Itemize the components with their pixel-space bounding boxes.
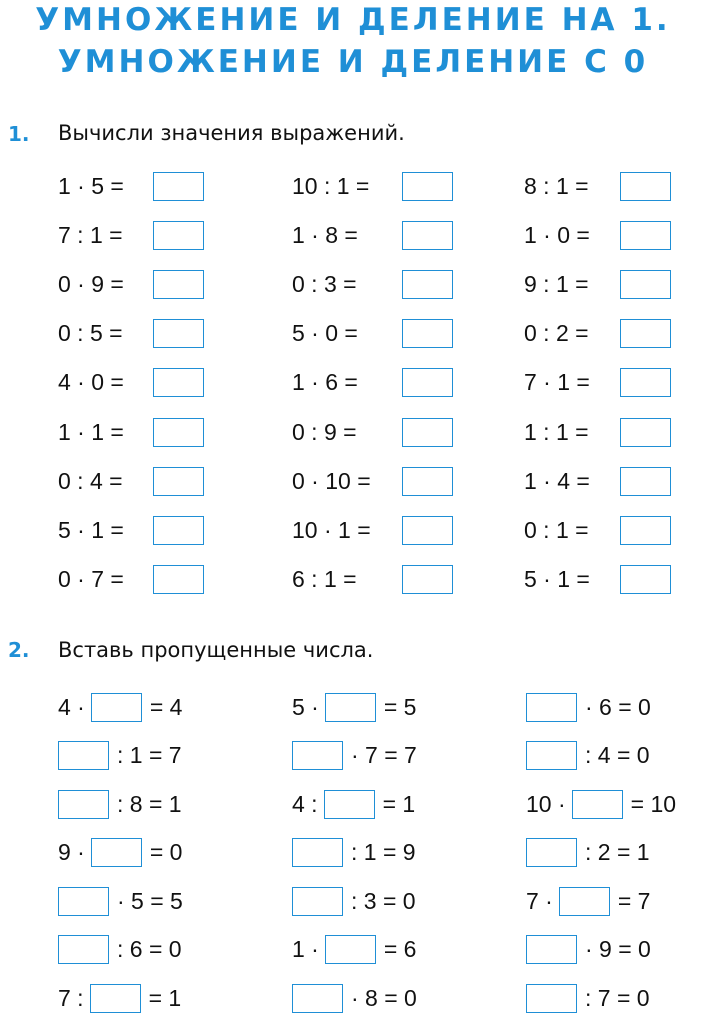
equation-suffix: : 7 = 0 — [585, 984, 650, 1011]
missing-number-box[interactable] — [58, 790, 109, 819]
expression-text: 0 · 9 = — [58, 270, 124, 297]
task-1-number: 1. — [8, 122, 30, 146]
expression-text: 6 : 1 = — [292, 566, 357, 593]
equation-suffix: = 7 — [617, 887, 651, 914]
expression-text: 5 · 1 = — [58, 516, 124, 543]
equation-suffix: · 9 = 0 — [585, 936, 651, 962]
expression-text: 0 : 5 = — [58, 320, 123, 347]
fill-in-equation — [292, 883, 416, 919]
equation-suffix: = 0 — [149, 839, 183, 865]
missing-number-box[interactable] — [324, 790, 375, 819]
page-title-line-1: УМНОЖЕНИЕ И ДЕЛЕНИЕ НА 1. — [35, 2, 671, 38]
expression-text: 5 · 1 = — [524, 566, 590, 593]
task-2-instruction: Вставь пропущенные числа. — [58, 638, 374, 662]
expression-text: 4 · 0 = — [58, 369, 124, 396]
fill-in-equation — [292, 689, 416, 725]
expression-text: 0 : 2 = — [524, 320, 589, 347]
expression-text: 5 · 0 = — [292, 320, 358, 347]
fill-in-equation — [292, 738, 417, 774]
equation-suffix: : 1 = 7 — [117, 742, 182, 768]
equation-suffix: : 6 = 0 — [117, 936, 182, 962]
missing-number-box[interactable] — [91, 838, 142, 867]
equation-suffix: = 1 — [382, 790, 416, 817]
fill-in-equation — [526, 932, 651, 968]
equation-prefix: 7 : — [58, 984, 84, 1011]
task-1-instruction: Вычисли значения выражений. — [58, 121, 405, 145]
missing-number-box[interactable] — [526, 693, 577, 722]
fill-in-equation — [58, 786, 182, 822]
equation-suffix: = 5 — [383, 693, 417, 720]
missing-number-box[interactable] — [58, 741, 109, 770]
fill-in-equation — [58, 883, 183, 919]
fill-in-equation — [58, 835, 182, 871]
fill-in-equation — [292, 932, 416, 968]
equation-suffix: : 4 = 0 — [585, 742, 650, 768]
expression-text: 0 : 4 = — [58, 467, 123, 494]
expression-text: 1 · 5 = — [58, 172, 124, 199]
expression-text: 10 : 1 = — [292, 172, 370, 199]
fill-in-equation — [526, 786, 676, 822]
fill-in-equation — [526, 689, 651, 725]
missing-number-box[interactable] — [526, 838, 577, 867]
fill-in-equation — [58, 689, 182, 725]
equation-suffix: : 8 = 1 — [117, 790, 182, 817]
expression-text: 0 : 3 = — [292, 270, 357, 297]
missing-number-box[interactable] — [292, 741, 343, 770]
equation-prefix: 10 · — [526, 790, 566, 817]
missing-number-box[interactable] — [572, 790, 623, 819]
expression-text: 0 · 7 = — [58, 566, 124, 593]
expression-text: 1 · 1 = — [58, 418, 124, 445]
expression-text: 0 · 10 = — [292, 467, 371, 494]
fill-in-equation — [58, 932, 182, 968]
fill-in-equation — [292, 835, 416, 871]
missing-number-box[interactable] — [58, 935, 109, 964]
equation-suffix: : 1 = 9 — [351, 839, 416, 865]
equation-prefix: 1 · — [292, 936, 319, 962]
equation-suffix: : 3 = 0 — [351, 887, 416, 914]
expression-text: 9 : 1 = — [524, 270, 589, 297]
equation-prefix: 7 · — [526, 887, 553, 914]
equation-suffix: = 4 — [149, 693, 183, 720]
fill-in-equation — [292, 786, 415, 822]
equation-suffix: · 8 = 0 — [351, 984, 417, 1011]
missing-number-box[interactable] — [292, 838, 343, 867]
expression-text: 7 · 1 = — [524, 369, 590, 396]
missing-number-box[interactable] — [559, 887, 610, 916]
equation-suffix: = 6 — [383, 936, 417, 962]
equation-prefix: 9 · — [58, 839, 85, 865]
equation-suffix: = 1 — [148, 984, 182, 1011]
fill-in-equation — [526, 738, 650, 774]
expression-text: 1 · 6 = — [292, 369, 358, 396]
missing-number-box[interactable] — [325, 693, 376, 722]
expression-text: 1 · 0 = — [524, 221, 590, 248]
missing-number-box[interactable] — [526, 935, 577, 964]
missing-number-box[interactable] — [292, 887, 343, 916]
expression-text: 1 · 4 = — [524, 467, 590, 494]
expression-text: 1 : 1 = — [524, 418, 589, 445]
equation-suffix: = 10 — [630, 790, 677, 817]
expression-text: 0 : 9 = — [292, 418, 357, 445]
equation-prefix: 4 · — [58, 693, 85, 720]
equation-suffix: · 6 = 0 — [585, 693, 651, 720]
equation-suffix: : 2 = 1 — [585, 839, 650, 865]
expression-text: 8 : 1 = — [524, 172, 589, 199]
fill-in-equation — [58, 738, 182, 774]
missing-number-box[interactable] — [58, 887, 109, 916]
missing-number-box[interactable] — [91, 693, 142, 722]
fill-in-equation — [292, 980, 417, 1016]
equation-suffix: · 5 = 5 — [117, 887, 183, 914]
missing-number-box[interactable] — [526, 984, 577, 1013]
page-title-line-2: УМНОЖЕНИЕ И ДЕЛЕНИЕ С 0 — [57, 44, 649, 80]
missing-number-box[interactable] — [90, 984, 141, 1013]
equation-suffix: · 7 = 7 — [351, 742, 417, 768]
expression-text: 10 · 1 = — [292, 516, 371, 543]
expression-text: 7 : 1 = — [58, 221, 123, 248]
equation-prefix: 4 : — [292, 790, 318, 817]
fill-in-equation — [526, 883, 650, 919]
task-2-number: 2. — [8, 638, 30, 662]
missing-number-box[interactable] — [325, 935, 376, 964]
missing-number-box[interactable] — [526, 741, 577, 770]
fill-in-equation — [526, 835, 650, 871]
expression-text: 1 · 8 = — [292, 221, 358, 248]
fill-in-equation — [58, 980, 181, 1016]
missing-number-box[interactable] — [292, 984, 343, 1013]
expression-text: 0 : 1 = — [524, 516, 589, 543]
equation-prefix: 5 · — [292, 693, 319, 720]
fill-in-equation — [526, 980, 650, 1016]
